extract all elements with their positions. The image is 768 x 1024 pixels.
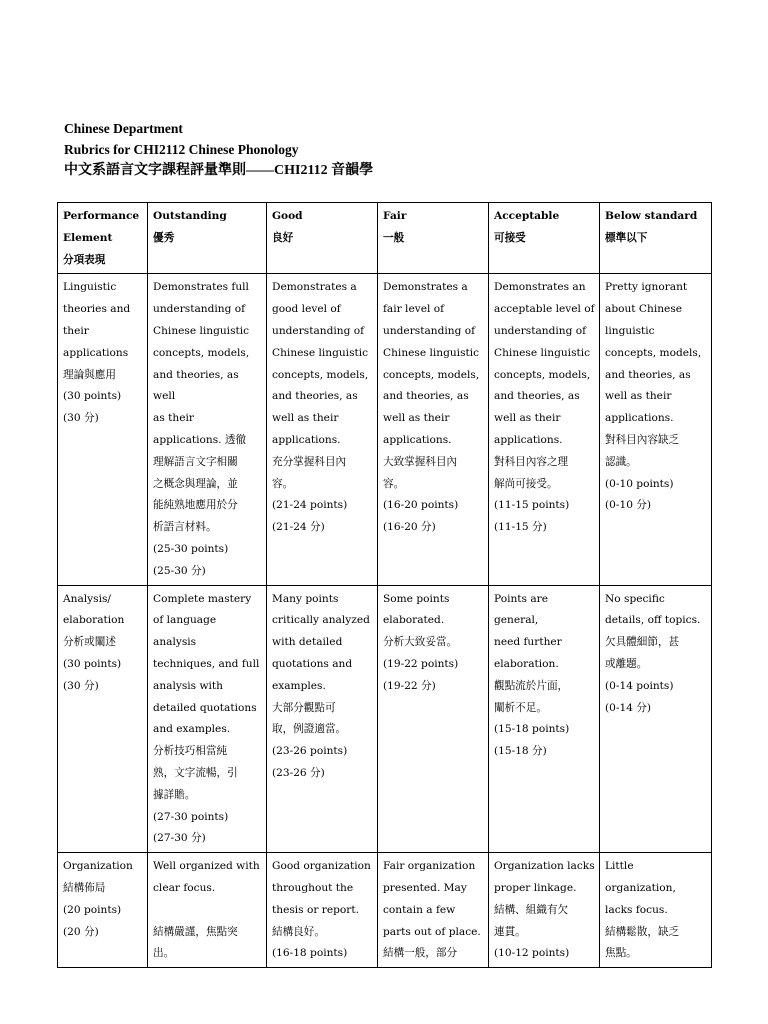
cell-line: applications: [63, 346, 129, 359]
cell-line: 大致掌握科目內: [383, 455, 458, 468]
header-outstanding: [148, 203, 267, 274]
cell-line: (0-10 points): [605, 477, 674, 490]
cell-line: 對科目內容缺乏: [605, 433, 680, 446]
cell-line: (30 分): [63, 412, 99, 425]
cell-line: acceptable level of: [494, 303, 595, 316]
cell-line: Demonstrates a: [383, 281, 468, 294]
cell-line: (11-15 分): [494, 521, 547, 534]
cell-line: theories and: [63, 303, 131, 316]
row-analysis-elaboration: [58, 585, 712, 853]
cell-line: 充分掌握科目內: [272, 455, 347, 468]
course-title: Rubrics for CHI2112 Chinese Phonology: [64, 142, 299, 157]
cell-line: 連貫。: [494, 925, 526, 938]
cell-line: understanding of: [153, 303, 246, 316]
cell-line: Chinese linguistic: [383, 346, 480, 359]
cell-line: Demonstrates full: [153, 281, 249, 294]
cell-line: 結構佈局: [63, 881, 106, 894]
cell-line: concepts, models,: [494, 368, 591, 381]
cell-line: about Chinese: [605, 303, 683, 316]
header-line: 良好: [272, 231, 294, 244]
cell-line: (19-22 points): [383, 657, 459, 670]
header-line: Good: [272, 210, 303, 222]
header-line: 一般: [383, 231, 405, 244]
cell-line: 結構一般，部分: [383, 947, 458, 960]
cell-line: 分析大致妥當。: [383, 636, 458, 649]
cell-line: (27-30 分): [153, 832, 206, 845]
header-line: Element: [63, 231, 113, 244]
cell-element: [58, 585, 148, 853]
cell-line: and theories, as: [605, 368, 691, 381]
cell-line: (30 points): [63, 657, 122, 670]
cell-line: techniques, and full: [153, 657, 260, 670]
cell-line: Linguistic: [63, 281, 117, 294]
cell-line: 容。: [383, 477, 405, 490]
cell-line: throughout the: [272, 881, 354, 894]
header-line: Performance: [63, 210, 140, 222]
cell-line: (15-18 分): [494, 745, 547, 758]
cell-line: applications.: [605, 412, 674, 425]
cell-below-standard: [600, 585, 712, 853]
cell-line: their: [63, 324, 89, 337]
cell-acceptable: [489, 585, 600, 853]
header-line: Acceptable: [494, 210, 560, 222]
cell-line: 結構鬆散，缺乏: [605, 925, 680, 938]
cell-line: applications.: [494, 433, 563, 446]
cell-line: proper linkage.: [494, 881, 577, 894]
cell-line: Some points: [383, 592, 450, 605]
cell-line: (20 points): [63, 903, 122, 916]
cell-line: (16-20 分): [383, 521, 436, 534]
cell-good: [267, 585, 378, 853]
cell-line: (19-22 分): [383, 679, 436, 692]
cell-line: need further: [494, 636, 562, 649]
chinese-title: 中文系語言文字課程評量準則——CHI2112 音韻學: [64, 163, 374, 178]
cell-line: 分析或闡述: [63, 636, 116, 649]
cell-line: (21-24 分): [272, 521, 325, 534]
cell-line: detailed quotations: [153, 701, 257, 714]
row-organization: [58, 853, 712, 968]
cell-line: 容。: [272, 477, 294, 490]
document-heading: [64, 118, 373, 181]
cell-line: 析語言材料。: [153, 521, 217, 534]
cell-fair: [378, 853, 489, 968]
cell-line: quotations and: [272, 657, 353, 670]
header-acceptable: [489, 203, 600, 274]
cell-line: (16-20 points): [383, 499, 459, 512]
cell-line: details, off topics.: [605, 614, 701, 627]
cell-line: (0-10 分): [605, 499, 652, 512]
cell-outstanding: [148, 585, 267, 853]
cell-line: Demonstrates an: [494, 281, 586, 294]
cell-line: applications.: [383, 433, 452, 446]
cell-line: 觀點流於片面，: [494, 679, 569, 692]
header-performance-element: [58, 203, 148, 274]
cell-line: (0-14 分): [605, 701, 652, 714]
table-header-row: [58, 203, 712, 274]
cell-line: analysis with: [153, 679, 223, 692]
cell-line: 能純熟地應用於分: [153, 499, 238, 512]
cell-line: Complete mastery: [153, 592, 252, 605]
cell-line: (23-26 分): [272, 766, 325, 779]
cell-line: 結構嚴謹，焦點突: [153, 925, 238, 938]
cell-line: 熟，文字流暢，引: [153, 766, 238, 779]
cell-line: good level of: [272, 303, 341, 316]
cell-line: well as their: [383, 412, 450, 425]
header-line: Below standard: [605, 210, 698, 222]
cell-line: 分析技巧相當純: [153, 745, 228, 758]
cell-line: lacks focus.: [605, 903, 668, 916]
cell-line: as their: [153, 412, 194, 425]
cell-line: Fair organization: [383, 860, 476, 873]
cell-line: understanding of: [272, 324, 365, 337]
header-fair: [378, 203, 489, 274]
cell-good: [267, 853, 378, 968]
cell-line: parts out of place.: [383, 925, 481, 938]
cell-line: elaborated.: [383, 614, 445, 627]
cell-line: 取，例證適當。: [272, 723, 347, 736]
cell-line: (20 分): [63, 925, 99, 938]
cell-line: well as their: [605, 390, 672, 403]
cell-line: 理解語言文字相關: [153, 455, 238, 468]
cell-line: (23-26 points): [272, 745, 348, 758]
cell-line: Organization: [63, 860, 133, 873]
cell-line: (27-30 points): [153, 810, 229, 823]
cell-line: (25-30 分): [153, 564, 206, 577]
cell-line: 理論與應用: [63, 368, 116, 381]
cell-line: elaboration: [63, 614, 125, 627]
cell-line: applications. 透徹: [153, 433, 247, 446]
cell-line: of language analysis: [153, 614, 217, 649]
header-line: 分項表現: [63, 253, 106, 266]
cell-line: 之概念與理論，並: [153, 477, 238, 490]
cell-line: (15-18 points): [494, 723, 570, 736]
cell-line: elaboration.: [494, 657, 559, 670]
cell-line: contain a few: [383, 903, 456, 916]
header-good: [267, 203, 378, 274]
cell-outstanding: [148, 274, 267, 585]
cell-line: (30 分): [63, 679, 99, 692]
cell-line: (0-14 points): [605, 679, 674, 692]
cell-line: Chinese linguistic: [153, 324, 250, 337]
cell-good: [267, 274, 378, 585]
cell-line: Demonstrates a: [272, 281, 357, 294]
cell-line: concepts, models,: [383, 368, 480, 381]
cell-acceptable: [489, 274, 600, 585]
cell-line: 結構良好。: [272, 925, 325, 938]
header-line: Outstanding: [153, 210, 227, 222]
cell-line: Chinese linguistic: [272, 346, 369, 359]
cell-line: (11-15 points): [494, 499, 570, 512]
rubric-table: [57, 202, 712, 968]
cell-line: Analysis/: [63, 592, 111, 605]
cell-line: 結構、組織有欠: [494, 903, 569, 916]
cell-below-standard: [600, 274, 712, 585]
department-title: Chinese Department: [64, 121, 183, 136]
cell-line: and theories, as: [383, 390, 469, 403]
header-line: Fair: [383, 210, 407, 222]
cell-line: 對科目內容之理: [494, 455, 569, 468]
cell-line: 闡析不足。: [494, 701, 547, 714]
cell-line: concepts, models,: [153, 346, 250, 359]
cell-line: organization,: [605, 881, 676, 894]
cell-fair: [378, 585, 489, 853]
cell-line: 焦點。: [605, 947, 637, 960]
cell-line: Good organization: [272, 860, 371, 873]
cell-line: fair level of: [383, 303, 445, 316]
header-line: 標準以下: [605, 231, 648, 244]
cell-line: understanding of: [383, 324, 476, 337]
header-line: 可接受: [494, 231, 526, 244]
cell-line: Chinese linguistic: [494, 346, 591, 359]
cell-line: critically analyzed: [272, 614, 370, 627]
cell-line: concepts, models,: [272, 368, 369, 381]
cell-line: linguistic: [605, 324, 655, 337]
cell-line: well as their: [494, 412, 561, 425]
cell-line: and examples.: [153, 723, 231, 736]
cell-line: 認識。: [605, 455, 637, 468]
cell-line: 欠具體細節，甚: [605, 636, 680, 649]
cell-line: 大部分觀點可: [272, 701, 336, 714]
cell-line: Well organized with: [153, 860, 260, 873]
cell-outstanding: [148, 853, 267, 968]
row-linguistic-theories: [58, 274, 712, 585]
cell-line: understanding of: [494, 324, 587, 337]
cell-line: clear focus.: [153, 881, 216, 894]
cell-line: (21-24 points): [272, 499, 348, 512]
table-body: [58, 274, 712, 968]
cell-line: 據詳贍。: [153, 788, 196, 801]
cell-line: (10-12 points): [494, 947, 570, 960]
cell-line: (16-18 points): [272, 947, 348, 960]
cell-line: thesis or report.: [272, 903, 359, 916]
cell-line: examples.: [272, 679, 326, 692]
cell-line: (30 points): [63, 390, 122, 403]
cell-below-standard: [600, 853, 712, 968]
cell-line: with detailed: [272, 636, 343, 649]
cell-line: concepts, models,: [605, 346, 702, 359]
cell-line: 解尚可接受。: [494, 477, 558, 490]
cell-acceptable: [489, 853, 600, 968]
cell-line: No specific: [605, 592, 665, 605]
cell-line: Many points: [272, 592, 339, 605]
header-line: 優秀: [153, 231, 175, 244]
cell-line: (25-30 points): [153, 542, 229, 555]
cell-line: and theories, as: [272, 390, 358, 403]
cell-line: Points are general,: [494, 592, 548, 627]
header-below-standard: [600, 203, 712, 274]
cell-element: [58, 853, 148, 968]
cell-line: [153, 900, 262, 922]
cell-line: Pretty ignorant: [605, 281, 688, 294]
cell-line: applications.: [272, 433, 341, 446]
cell-element: [58, 274, 148, 585]
cell-line: presented. May: [383, 881, 467, 894]
cell-line: Organization lacks: [494, 860, 595, 873]
cell-line: Little: [605, 860, 634, 873]
cell-line: 出。: [153, 947, 175, 960]
cell-line: well as their: [272, 412, 339, 425]
cell-line: and theories, as well: [153, 368, 239, 403]
cell-fair: [378, 274, 489, 585]
cell-line: and theories, as: [494, 390, 580, 403]
cell-line: 或離題。: [605, 657, 648, 670]
